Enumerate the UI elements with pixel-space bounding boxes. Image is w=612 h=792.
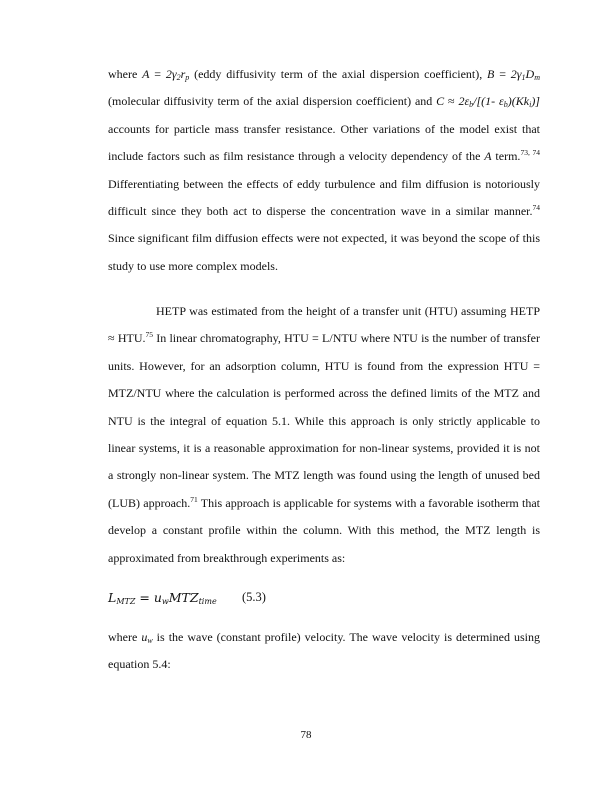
citation-ref: 75 <box>145 330 153 340</box>
var-uw: $u_w$ <box>141 630 153 645</box>
citation-ref: 74 <box>532 203 540 213</box>
expr-B: $2\gamma_1D_m$ <box>510 67 540 82</box>
var-A: A <box>142 67 150 81</box>
citation-ref: 71 <box>190 494 198 504</box>
paragraph-hetp: HETP was estimated from the height of a transfer unit (HTU) assuming HETP ≈ HTU.$^{75}$ In linear chromatography, HTU = L/NTU where NTU is the number of transfer units. However, for an adsorption column, HTU is found from the expression HTU = MTZ/NTU where the calculation is performed across the defined limits of the MTZ and NTU is the integral of equation 5.1. While this approach is only strictly applicable to linear systems, it is a reasonable approximation for non-linear systems, provided it is not a strongly non-linear system. The MTZ length was found using the length of unused bed (LUB) approach.$^{71}$ This approach is applicable for systems with a favorable isotherm that develop a constant profile within the column. With this method, the MTZ length is approximated from breakthrough experiments as: <box>108 304 540 565</box>
page-number: 78 <box>300 729 312 741</box>
equation-body: $L_{MTZ} = u_wMTZ_{time}$ <box>108 590 217 606</box>
var-B: B <box>487 67 495 81</box>
equation-number: (5.3) <box>242 590 266 604</box>
citation-ref: 73, 74 <box>520 148 540 158</box>
paragraph-model-terms: where $A = 2\gamma_2r_p$ (eddy diffusivity term of the axial dispersion coefficient), $B = 2\gamma_1D_m$ (molecular diffusivity term of the axial dispersion coefficient) and $C \approx 2\varepsilon_b/[(1-$ $\varepsilon_b)(Kk_i)$] accounts for particle mass transfer resistance. Other variations of the model exist that include factors such as film resistance through a velocity dependency of the A term.$^{73, 74}$ Differentiating between the effects of eddy turbulence and film diffusion is notoriously difficult since they both act to disperse the concentration wave in a similar manner.$^{74}$ Since significant film diffusion effects were not expected, it was beyond the scope of this study to use more complex models. <box>108 67 540 273</box>
expr-C: $2\varepsilon_b/[(1-$ $\varepsilon_b)(Kk_i)$] <box>458 94 540 110</box>
expr-A: $2\gamma_2r_p$ <box>165 67 190 82</box>
paragraph-wave-velocity: where $u_w$ is the wave (constant profile) velocity. The wave velocity is determined using equation 5.4: <box>108 630 540 672</box>
var-A-term: A <box>484 149 492 164</box>
var-C: C <box>436 94 445 109</box>
equation-5-3 <box>108 584 266 611</box>
